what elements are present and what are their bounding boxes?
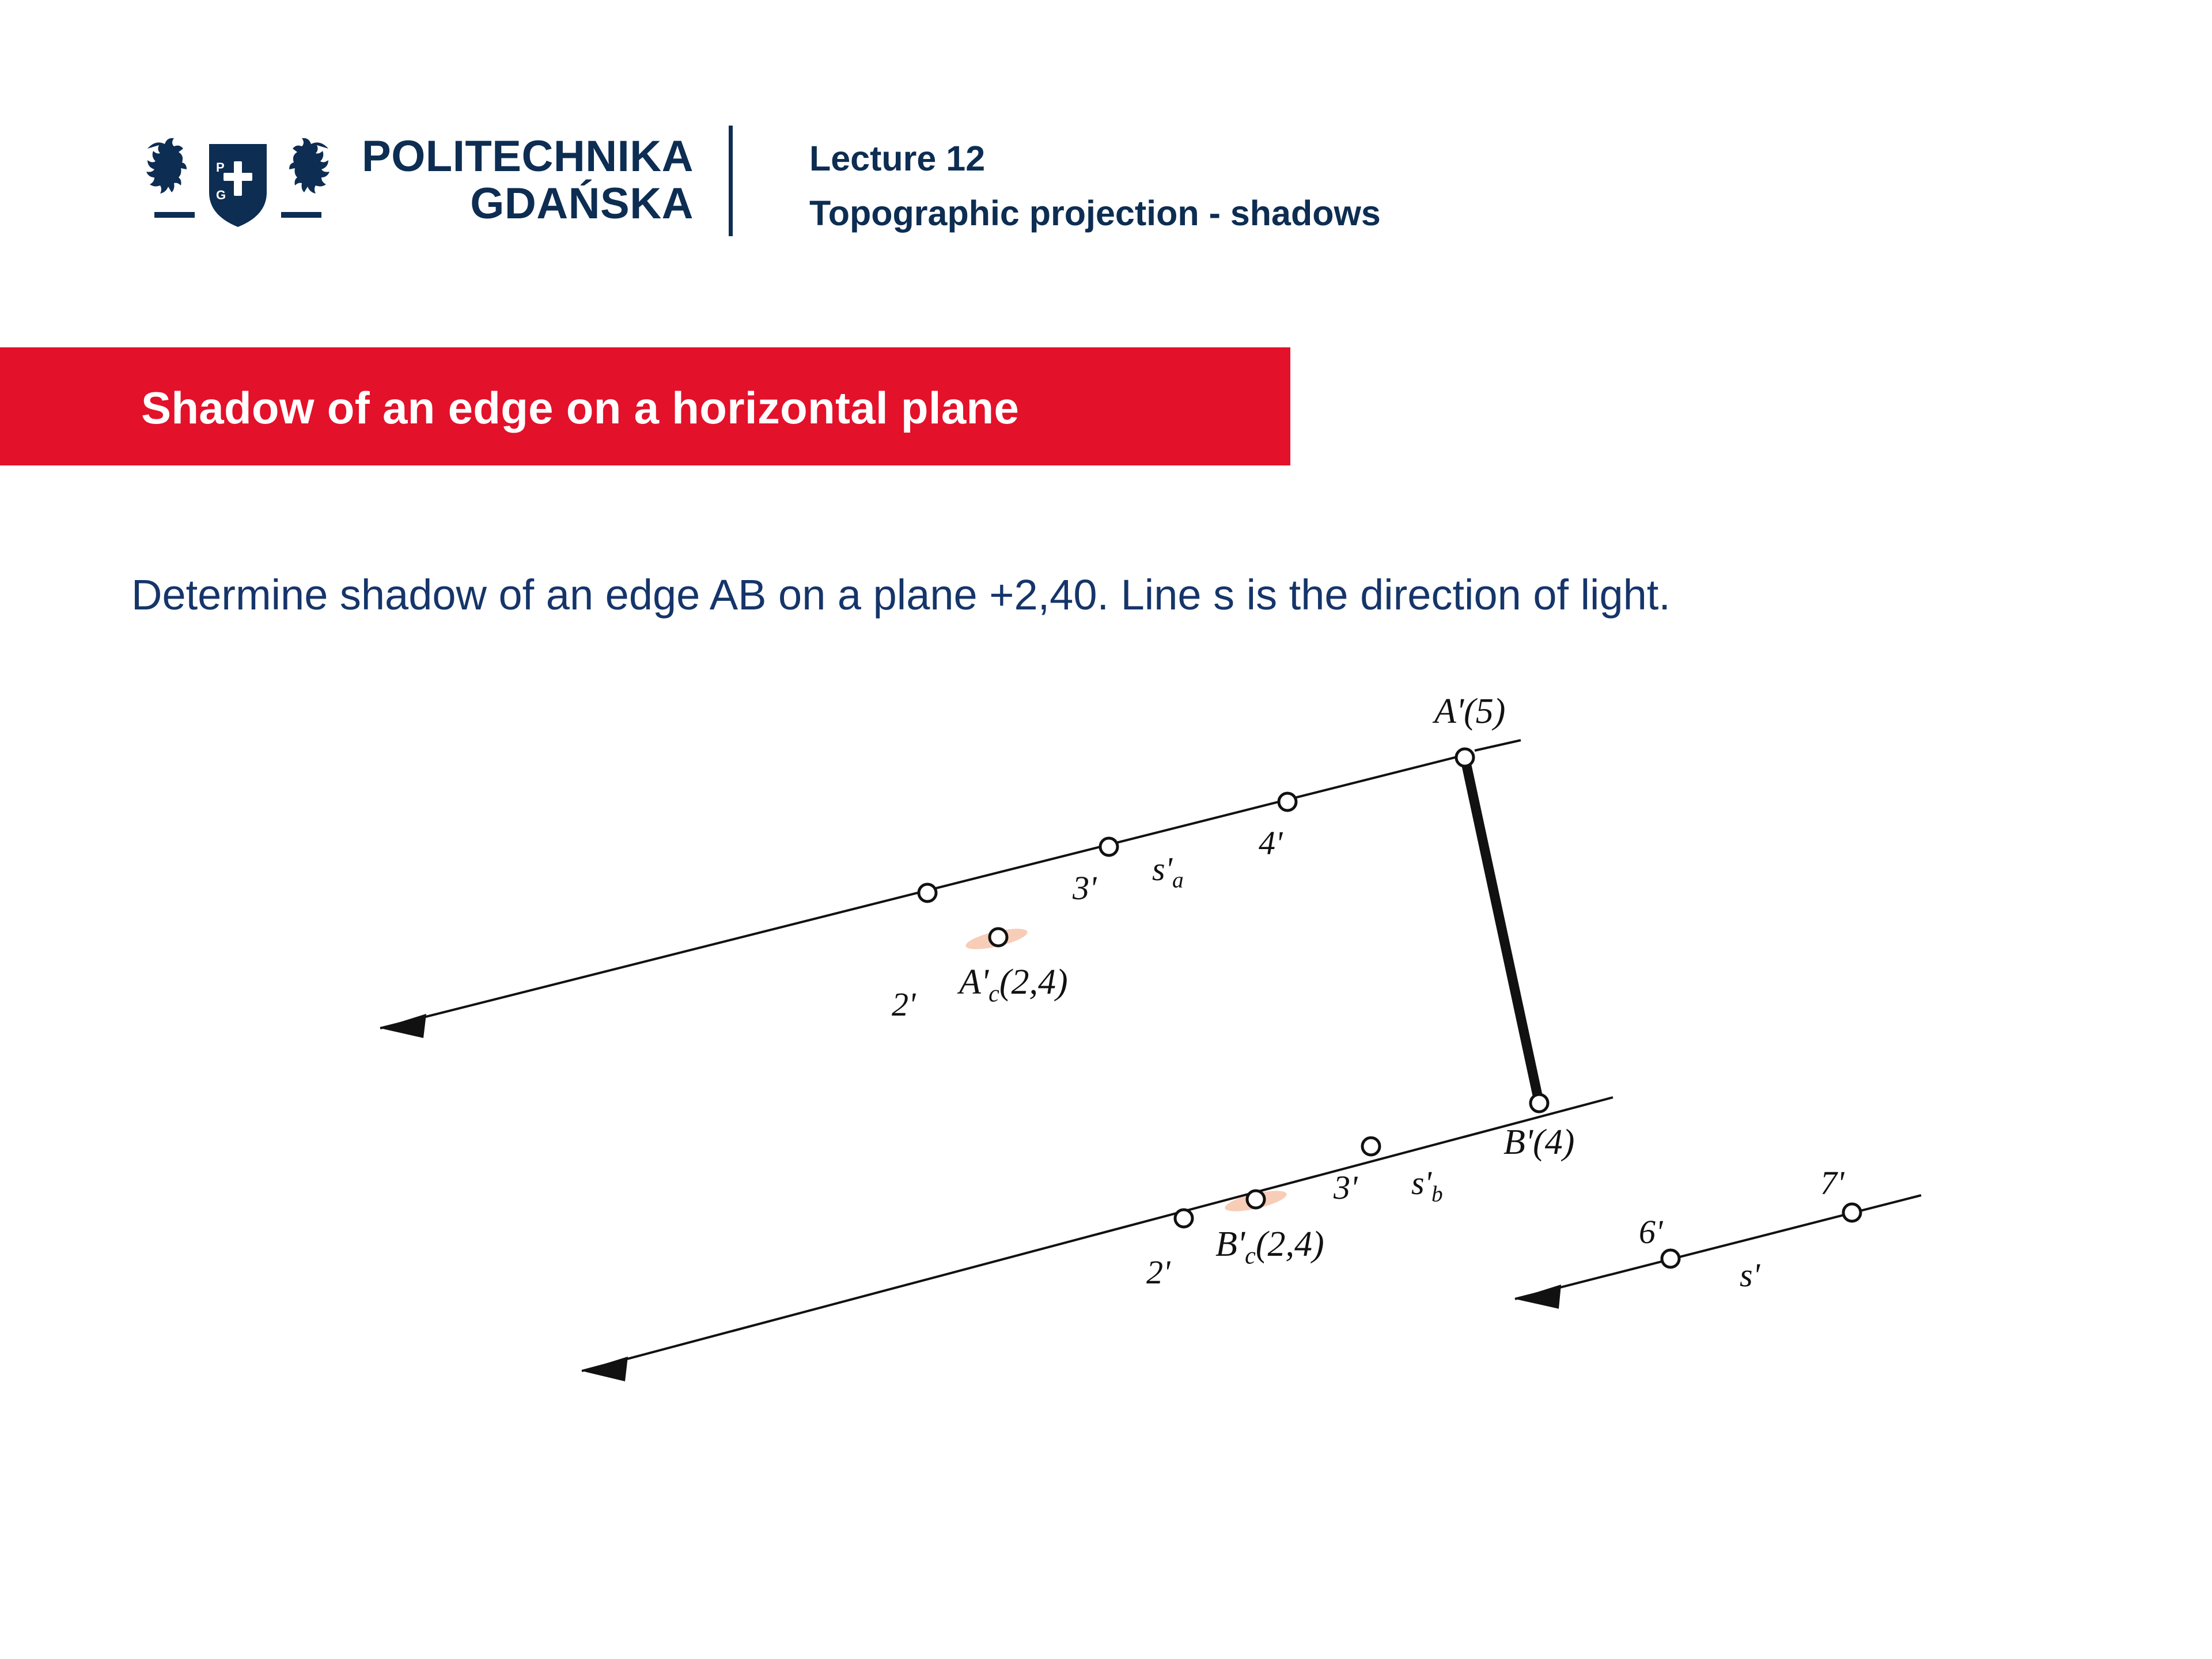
label-s-a-main: s' (1152, 850, 1172, 888)
label-s-b (1411, 1164, 1443, 1207)
point-3-prime-a (1100, 838, 1118, 855)
point-6-prime (1662, 1250, 1679, 1267)
pg-crest-icon (137, 126, 339, 235)
tick-a-top (1475, 740, 1521, 751)
task-description: Determine shadow of an edge AB on a plane +2,40. Line s is the direction of light. (131, 571, 1671, 619)
label-Ac-tail: (2,4) (999, 963, 1068, 1002)
lecture-topic: Topographic projection - shadows (809, 193, 1381, 233)
point-2-prime-b (1175, 1210, 1192, 1227)
university-logo-block (137, 126, 694, 235)
label-3-prime-a: 3' (1073, 869, 1097, 907)
point-Bc-prime (1247, 1191, 1264, 1208)
label-3-prime-b: 3' (1334, 1169, 1358, 1206)
page-header (0, 0, 2212, 288)
label-Bc-sub: c (1245, 1242, 1256, 1270)
lecture-number: Lecture 12 (809, 139, 986, 178)
header-divider (729, 126, 733, 236)
graduation-points-a (919, 749, 1474, 946)
diagram-svg (0, 651, 2212, 1659)
point-4-prime-a (1279, 793, 1296, 810)
point-3-prime-b (1362, 1138, 1380, 1155)
lecture-info (809, 131, 1381, 240)
label-4-prime-a: 4' (1259, 824, 1283, 862)
svg-text:G: G (216, 188, 226, 202)
label-Ac-prime (959, 962, 1068, 1007)
label-Bc-prime (1215, 1224, 1324, 1270)
point-A-prime (1456, 749, 1474, 766)
point-7-prime (1843, 1204, 1861, 1221)
label-s-b-sub: b (1431, 1181, 1443, 1207)
label-2-prime-b: 2' (1146, 1253, 1171, 1291)
label-B-prime-4: B'(4) (1503, 1123, 1575, 1162)
university-name-line2: GDAŃSKA (470, 179, 694, 228)
point-B-prime (1531, 1094, 1548, 1112)
label-7-prime: 7' (1820, 1164, 1844, 1202)
projection-diagram (0, 651, 2212, 1659)
label-Ac-main: A' (959, 963, 989, 1002)
label-s-a-sub: a (1172, 867, 1184, 893)
svg-text:P: P (216, 160, 225, 175)
ray-s-b (582, 1097, 1613, 1381)
edge-AB (1465, 757, 1539, 1103)
label-s-b-main: s' (1411, 1164, 1431, 1202)
point-2-prime-a (919, 884, 936, 902)
label-A-prime-5: A'(5) (1434, 692, 1506, 731)
label-6-prime: 6' (1639, 1213, 1663, 1251)
university-name-line1: POLITECHNIKA (362, 131, 694, 181)
label-Bc-main: B' (1215, 1225, 1245, 1264)
label-2-prime-a: 2' (892, 986, 916, 1023)
label-Ac-sub: c (988, 980, 999, 1007)
label-Bc-tail: (2,4) (1255, 1225, 1324, 1264)
section-title: Shadow of an edge on a horizontal plane (141, 382, 1020, 433)
university-name (362, 133, 694, 228)
point-Ac-prime (990, 929, 1007, 946)
label-s: s' (1740, 1256, 1760, 1294)
label-s-a (1152, 850, 1184, 893)
